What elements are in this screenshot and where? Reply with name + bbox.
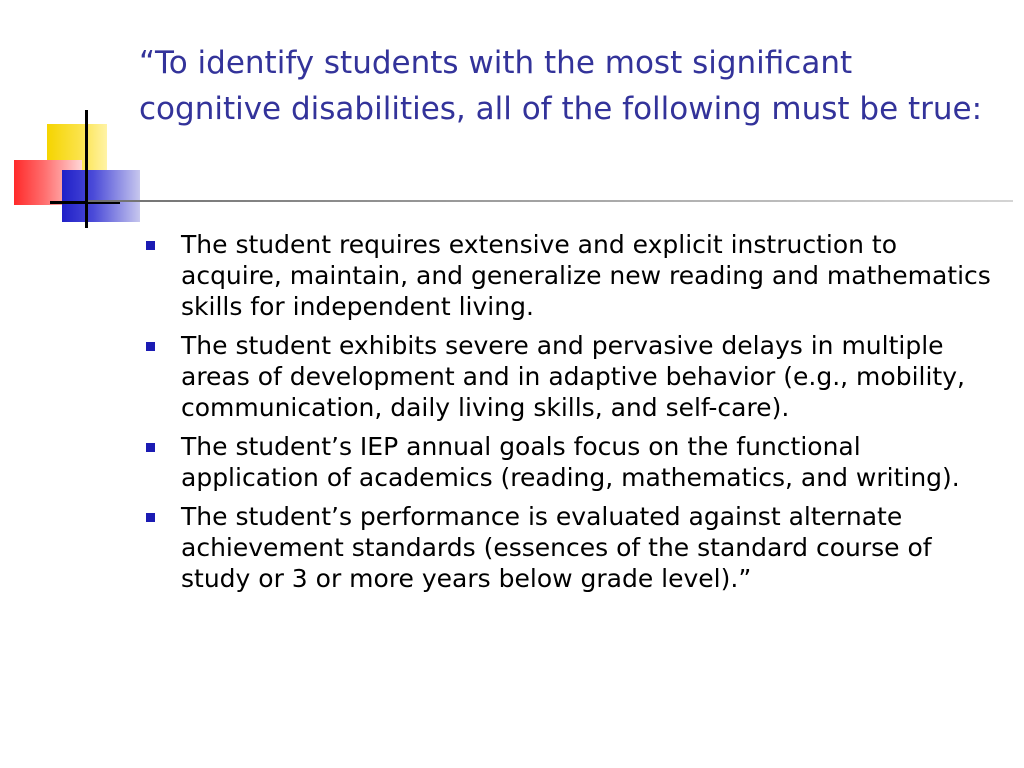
- bullet-list: [142, 229, 1004, 602]
- bullet-item: [142, 330, 1004, 423]
- blue-square: [62, 170, 140, 222]
- bullet-text: The student’s performance is evaluated against alternate achievement standards (essences of the standard course of study or 3 or more years below grade level).”: [181, 502, 932, 593]
- slide-title: “To identify students with the most significant cognitive disabilities, all of the following must be true:: [139, 45, 983, 127]
- bullet-item: [142, 431, 1004, 493]
- bullet-item: [142, 501, 1004, 594]
- bullet-item: [142, 229, 1004, 322]
- bullet-text: The student exhibits severe and pervasive delays in multiple areas of development and in adaptive behavior (e.g., mobility, communication, daily living skills, and self-care).: [181, 331, 965, 422]
- square-bullet-icon: [146, 241, 155, 250]
- square-bullet-icon: [146, 443, 155, 452]
- square-bullet-icon: [146, 342, 155, 351]
- vertical-line: [85, 110, 88, 228]
- bullet-text: The student requires extensive and explicit instruction to acquire, maintain, and generalize new reading and mathematics skills for independent living.: [181, 230, 991, 321]
- square-bullet-icon: [146, 513, 155, 522]
- colored-squares-logo-icon: [0, 0, 150, 240]
- title-underline: [88, 200, 1013, 202]
- bullet-text: The student’s IEP annual goals focus on the functional application of academics (reading, mathematics, and writing).: [181, 432, 960, 492]
